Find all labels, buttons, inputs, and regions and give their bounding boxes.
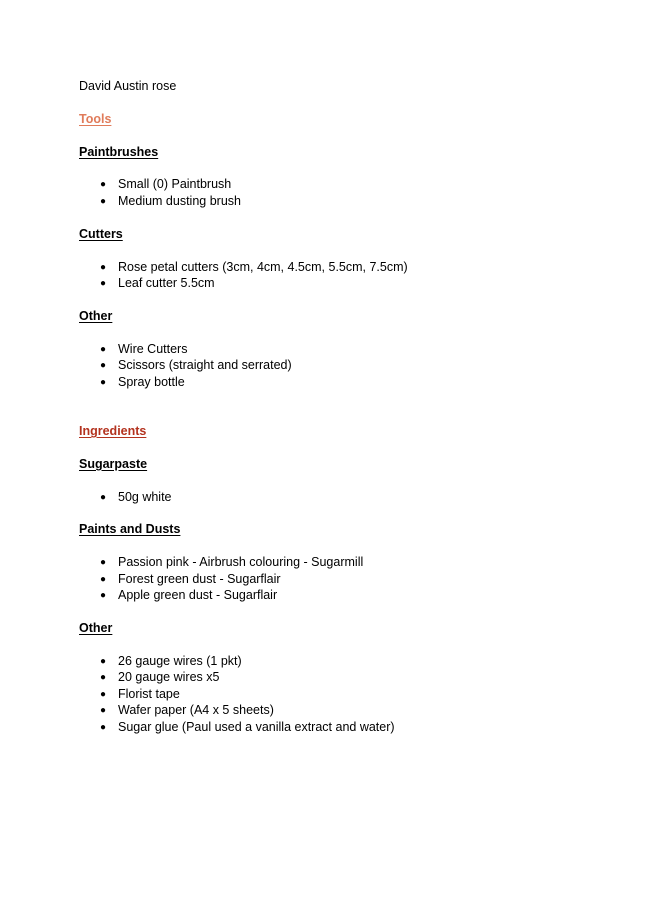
bullet-icon: ● [100,590,107,601]
bullet-icon: ● [100,705,107,716]
list-item [100,194,241,209]
list-item [100,572,281,587]
list-item [100,260,408,275]
list-item [100,276,215,291]
list-item-text: Wafer paper (A4 x 5 sheets) [118,703,274,717]
tools-other-heading: Other [79,309,113,323]
document-title: David Austin rose [79,79,177,93]
bullet-icon: ● [100,672,107,683]
list-item-text: Rose petal cutters (3cm, 4cm, 4.5cm, 5.5cm, 7.5cm) [118,260,408,274]
bullet-icon: ● [100,656,107,667]
list-item [100,177,231,192]
list-item-text: 20 gauge wires x5 [118,670,220,684]
bullet-icon: ● [100,179,107,190]
tools-section-heading: Tools [79,112,112,126]
list-item-text: Sugar glue (Paul used a vanilla extract and water) [118,720,395,734]
paintbrushes-heading: Paintbrushes [79,145,159,159]
list-item-text: 26 gauge wires (1 pkt) [118,654,242,668]
list-item [100,588,277,603]
list-item-text: Scissors (straight and serrated) [118,358,292,372]
list-item-text: Medium dusting brush [118,194,241,208]
list-item-text: Forest green dust - Sugarflair [118,572,281,586]
list-item [100,490,172,505]
bullet-icon: ● [100,344,107,355]
list-item [100,654,242,669]
list-item-text: Apple green dust - Sugarflair [118,588,278,602]
bullet-icon: ● [100,278,107,289]
list-item [100,720,395,735]
bullet-icon: ● [100,557,107,568]
bullet-icon: ● [100,360,107,371]
list-item [100,703,274,718]
ingredients-other-heading: Other [79,621,113,635]
list-item [100,342,187,357]
list-item [100,670,219,685]
bullet-icon: ● [100,262,107,273]
list-item-text: Spray bottle [118,375,185,389]
list-item-text: Leaf cutter 5.5cm [118,276,215,290]
list-item [100,555,363,570]
list-item-text: Wire Cutters [118,342,188,356]
bullet-icon: ● [100,722,107,733]
bullet-icon: ● [100,689,107,700]
bullet-icon: ● [100,574,107,585]
sugarpaste-heading: Sugarpaste [79,457,148,471]
list-item [100,375,185,390]
list-item [100,358,292,373]
paints-dusts-heading: Paints and Dusts [79,522,181,536]
ingredients-section-heading: Ingredients [79,424,147,438]
bullet-icon: ● [100,196,107,207]
list-item-text: Small (0) Paintbrush [118,177,232,191]
list-item-text: Passion pink - Airbrush colouring - Sugarmill [118,555,364,569]
cutters-heading: Cutters [79,227,123,241]
list-item-text: 50g white [118,490,172,504]
bullet-icon: ● [100,492,107,503]
list-item [100,687,180,702]
bullet-icon: ● [100,377,107,388]
list-item-text: Florist tape [118,687,180,701]
